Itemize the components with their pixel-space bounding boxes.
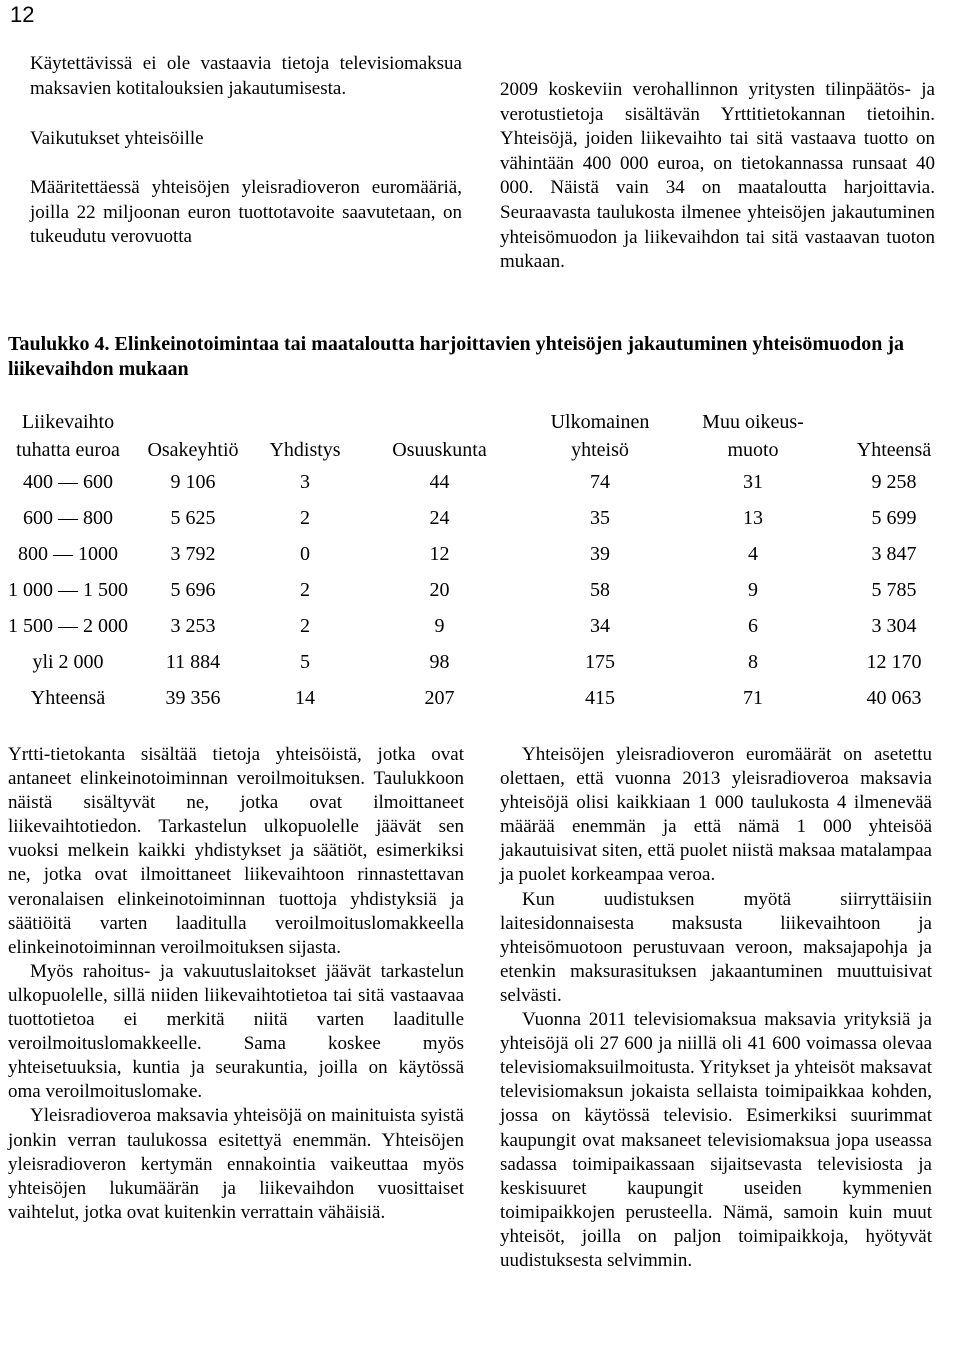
header-cell xyxy=(128,408,258,436)
table-row xyxy=(8,644,955,680)
header-cell: Muu oikeus- xyxy=(702,411,804,433)
table-row xyxy=(8,464,955,500)
body-paragraph: Myös rahoitus- ja vakuutuslaitokset jäävät tarkastelun ulkopuolelle, sillä niiden liikevaihtotietoa tai sitä vastaavaa tuottotietoa ei merkitä niitä varten laaditulle veroilmoituslomakkeelle. Sama koskee myös yhteisetuuksia, kuntia ja seurakuntia, joilla on käytössä oma veroilmoituslomake. xyxy=(8,960,464,1103)
table-row xyxy=(8,536,955,572)
table-total-row xyxy=(8,680,955,716)
table-cell: 98 xyxy=(429,650,450,673)
table-cell: 800 — 1000 xyxy=(18,542,118,565)
table-cell: 9 xyxy=(434,614,445,637)
table-cell: 207 xyxy=(424,686,455,709)
top-left-column xyxy=(30,52,462,250)
table-cell: 39 356 xyxy=(165,686,221,709)
table-cell: 71 xyxy=(743,686,763,709)
table-cell: 13 xyxy=(743,506,763,529)
table-cell: 2 xyxy=(300,614,310,637)
header-cell xyxy=(833,408,955,436)
table-cell: 9 258 xyxy=(871,470,917,493)
body-paragraph: Vuonna 2011 televisiomaksua maksavia yrityksiä ja yhteisöjä oli 27 600 ja niillä oli 41 600 voimassa olevaa televisiomaksuilmoitusta. Yritykset ja yhteisöt maksavat televisiomaksun jokaista sellaista toimipaikkaa kohden, jossa on käytössä televisio. Esimerkiksi suurimmat kaupungit ovat maksaneet televisiomaksua jopa useassa sadassa toimipaikassaan sijaitsevasta televisiosta ja keskisuuret kaupungit useiden kymmenien toimipaikkojen perusteella. Nämä, samoin kuin muut yhteisöt, joilla on paljon toimipaikkoja, hyötyvät uudistuksesta selvimmin. xyxy=(500,1009,932,1271)
body-paragraph: Yleisradioveroa maksavia yhteisöjä on mainituista syistä jonkin verran taulukossa esitettyä enemmän. Yhteisöjen yleisradioveron kertymän ennakointia vaikeuttaa myös yhteisöjen lukumäärän ja liikevaihdon vuosittaiset vaihtelut, jotka ovat kuitenkin verrattain vähäisiä. xyxy=(8,1105,464,1223)
table-cell: 5 696 xyxy=(170,578,216,601)
header-cell: Osakeyhtiö xyxy=(147,439,239,461)
table-row xyxy=(8,500,955,536)
table-cell: 58 xyxy=(590,578,610,601)
table-cell: 600 — 800 xyxy=(23,506,113,529)
table-cell: 5 xyxy=(300,650,310,673)
table-cell: 20 xyxy=(429,578,450,601)
bottom-right-column xyxy=(500,743,932,1273)
table-cell: Yhteensä xyxy=(30,686,106,709)
header-cell: Liikevaihto xyxy=(21,411,115,433)
table-cell: 39 xyxy=(590,542,610,565)
header-cell: yhteisö xyxy=(571,439,629,461)
continued-paragraph: 2009 koskeviin verohallinnon yritysten tilinpäätös- ja verotustietoja sisältävän Yrttitietokannan tietoihin. Yhteisöjä, joiden liikevaihto tai sitä vastaava tuotto on vähintään 400 000 euroa, on tietokannassa runsaat 40 000. Näistä vain 34 on maataloutta harjoittavia. Seuraavasta taulukosta ilmenee yhteisöjen jakautuminen yhteisömuodon ja liikevaihdon tai sitä vastaavan tuoton mukaan. xyxy=(500,79,935,273)
data-table xyxy=(8,408,955,716)
table-cell: 3 792 xyxy=(170,542,216,565)
section-paragraph: Määritettäessä yhteisöjen yleisradioveron euromääriä, joilla 22 miljoonan euron tuottotavoite saavutetaan, on tukeudutu verovuotta xyxy=(30,177,462,248)
table-cell: 3 xyxy=(300,470,310,493)
table-cell: 12 xyxy=(429,542,450,565)
table-cell: 2 xyxy=(300,578,310,601)
table-cell: 31 xyxy=(743,470,763,493)
table-cell: 44 xyxy=(429,470,450,493)
bottom-left-column xyxy=(8,743,464,1225)
table-cell: 12 170 xyxy=(866,650,922,673)
intro-paragraph: Käytettävissä ei ole vastaavia tietoja televisiomaksua maksavien kotitalouksien jakautumisesta. xyxy=(30,53,462,99)
table-cell: 0 xyxy=(300,542,310,565)
table-cell: 6 xyxy=(748,614,758,637)
table-cell: 4 xyxy=(748,542,758,565)
table-cell: 11 884 xyxy=(165,650,221,673)
header-cell xyxy=(258,408,352,436)
header-cell: Osuuskunta xyxy=(392,439,487,461)
table-cell: 8 xyxy=(748,650,758,673)
table-cell: 5 785 xyxy=(871,578,917,601)
table-cell: 1 000 — 1 500 xyxy=(8,578,128,601)
table-cell: yli 2 000 xyxy=(32,650,104,673)
table-cell: 9 106 xyxy=(170,470,216,493)
table-cell: 24 xyxy=(429,506,450,529)
body-paragraph: Yrtti-tietokanta sisältää tietoja yhteisöistä, jotka ovat antaneet elinkeinotoiminnan veroilmoituksen. Taulukkoon näistä sisältyvät ne, jotka ovat ilmoittaneet liikevaihtotiedon. Tarkastelun ulkopuolelle jäävät sen vuoksi melkein kaikki yhdistykset ja säätiöt, esimerkiksi ne, jotka ovat ilmoittaneet liikevaihtoon rinnastettavan veronalaisen elinkeinotoiminnan tuottoja yhdistyksiä ja säätiöitä varten laaditulla veroilmoituslomakkeella elinkeinotoiminnan veroilmoituksen sijasta. xyxy=(8,744,464,958)
table-cell: 400 — 600 xyxy=(23,470,113,493)
body-paragraph: Yhteisöjen yleisradioveron euromäärät on asetettu olettaen, että vuonna 2013 yleisradioveroa maksavia yhteisöjä olisi kaikkiaan 1 000 taulukosta 4 ilmenevää määrää enemmän ja että nämä 1 000 yhteisöä jakautuisivat siten, että puolet niistä maksaa matalampaa ja puolet korkeampaa veroa. xyxy=(500,744,932,886)
header-cell xyxy=(352,408,527,436)
table-row xyxy=(8,608,955,644)
header-cell: tuhatta euroa xyxy=(16,439,120,461)
table-cell: 5 699 xyxy=(871,506,917,529)
header-cell: muoto xyxy=(727,439,779,461)
table-cell: 175 xyxy=(585,650,615,673)
header-cell: Yhteensä xyxy=(856,439,932,461)
table-cell: 2 xyxy=(300,506,310,529)
table-cell: 35 xyxy=(590,506,610,529)
table-cell: 3 253 xyxy=(170,614,216,637)
body-paragraph: Kun uudistuksen myötä siirryttäisiin laitesidonnaisesta maksusta liikevaihtoon ja yhteisömuotoon perustuvaan veroon, maksajapohja ja etenkin maksurasituksen jakaantuminen muuttuisivat selvästi. xyxy=(500,888,932,1006)
table-header-row-2 xyxy=(8,436,955,464)
table-cell: 34 xyxy=(590,614,610,637)
table-cell: 1 500 — 2 000 xyxy=(8,614,128,637)
header-cell: Ulkomainen xyxy=(550,411,650,433)
table-caption: Taulukko 4. Elinkeinotoimintaa tai maataloutta harjoittavien yhteisöjen jakautuminen yhteisömuodon ja liikevaihdon mukaan xyxy=(8,333,905,380)
table-cell: 9 xyxy=(748,578,758,601)
table-cell: 14 xyxy=(295,686,315,709)
table-cell: 5 625 xyxy=(170,506,216,529)
table-cell: 3 847 xyxy=(871,542,917,565)
table-cell: 40 063 xyxy=(866,686,922,709)
top-right-column xyxy=(500,78,935,275)
section-heading: Vaikutukset yhteisöille xyxy=(30,128,204,150)
table-row xyxy=(8,572,955,608)
table-header-row-1 xyxy=(8,408,955,436)
table-cell: 415 xyxy=(585,686,615,709)
table-cell: 74 xyxy=(590,470,610,493)
table-cell: 3 304 xyxy=(871,614,917,637)
page-number: 12 xyxy=(10,2,35,27)
header-cell: Yhdistys xyxy=(269,439,341,461)
